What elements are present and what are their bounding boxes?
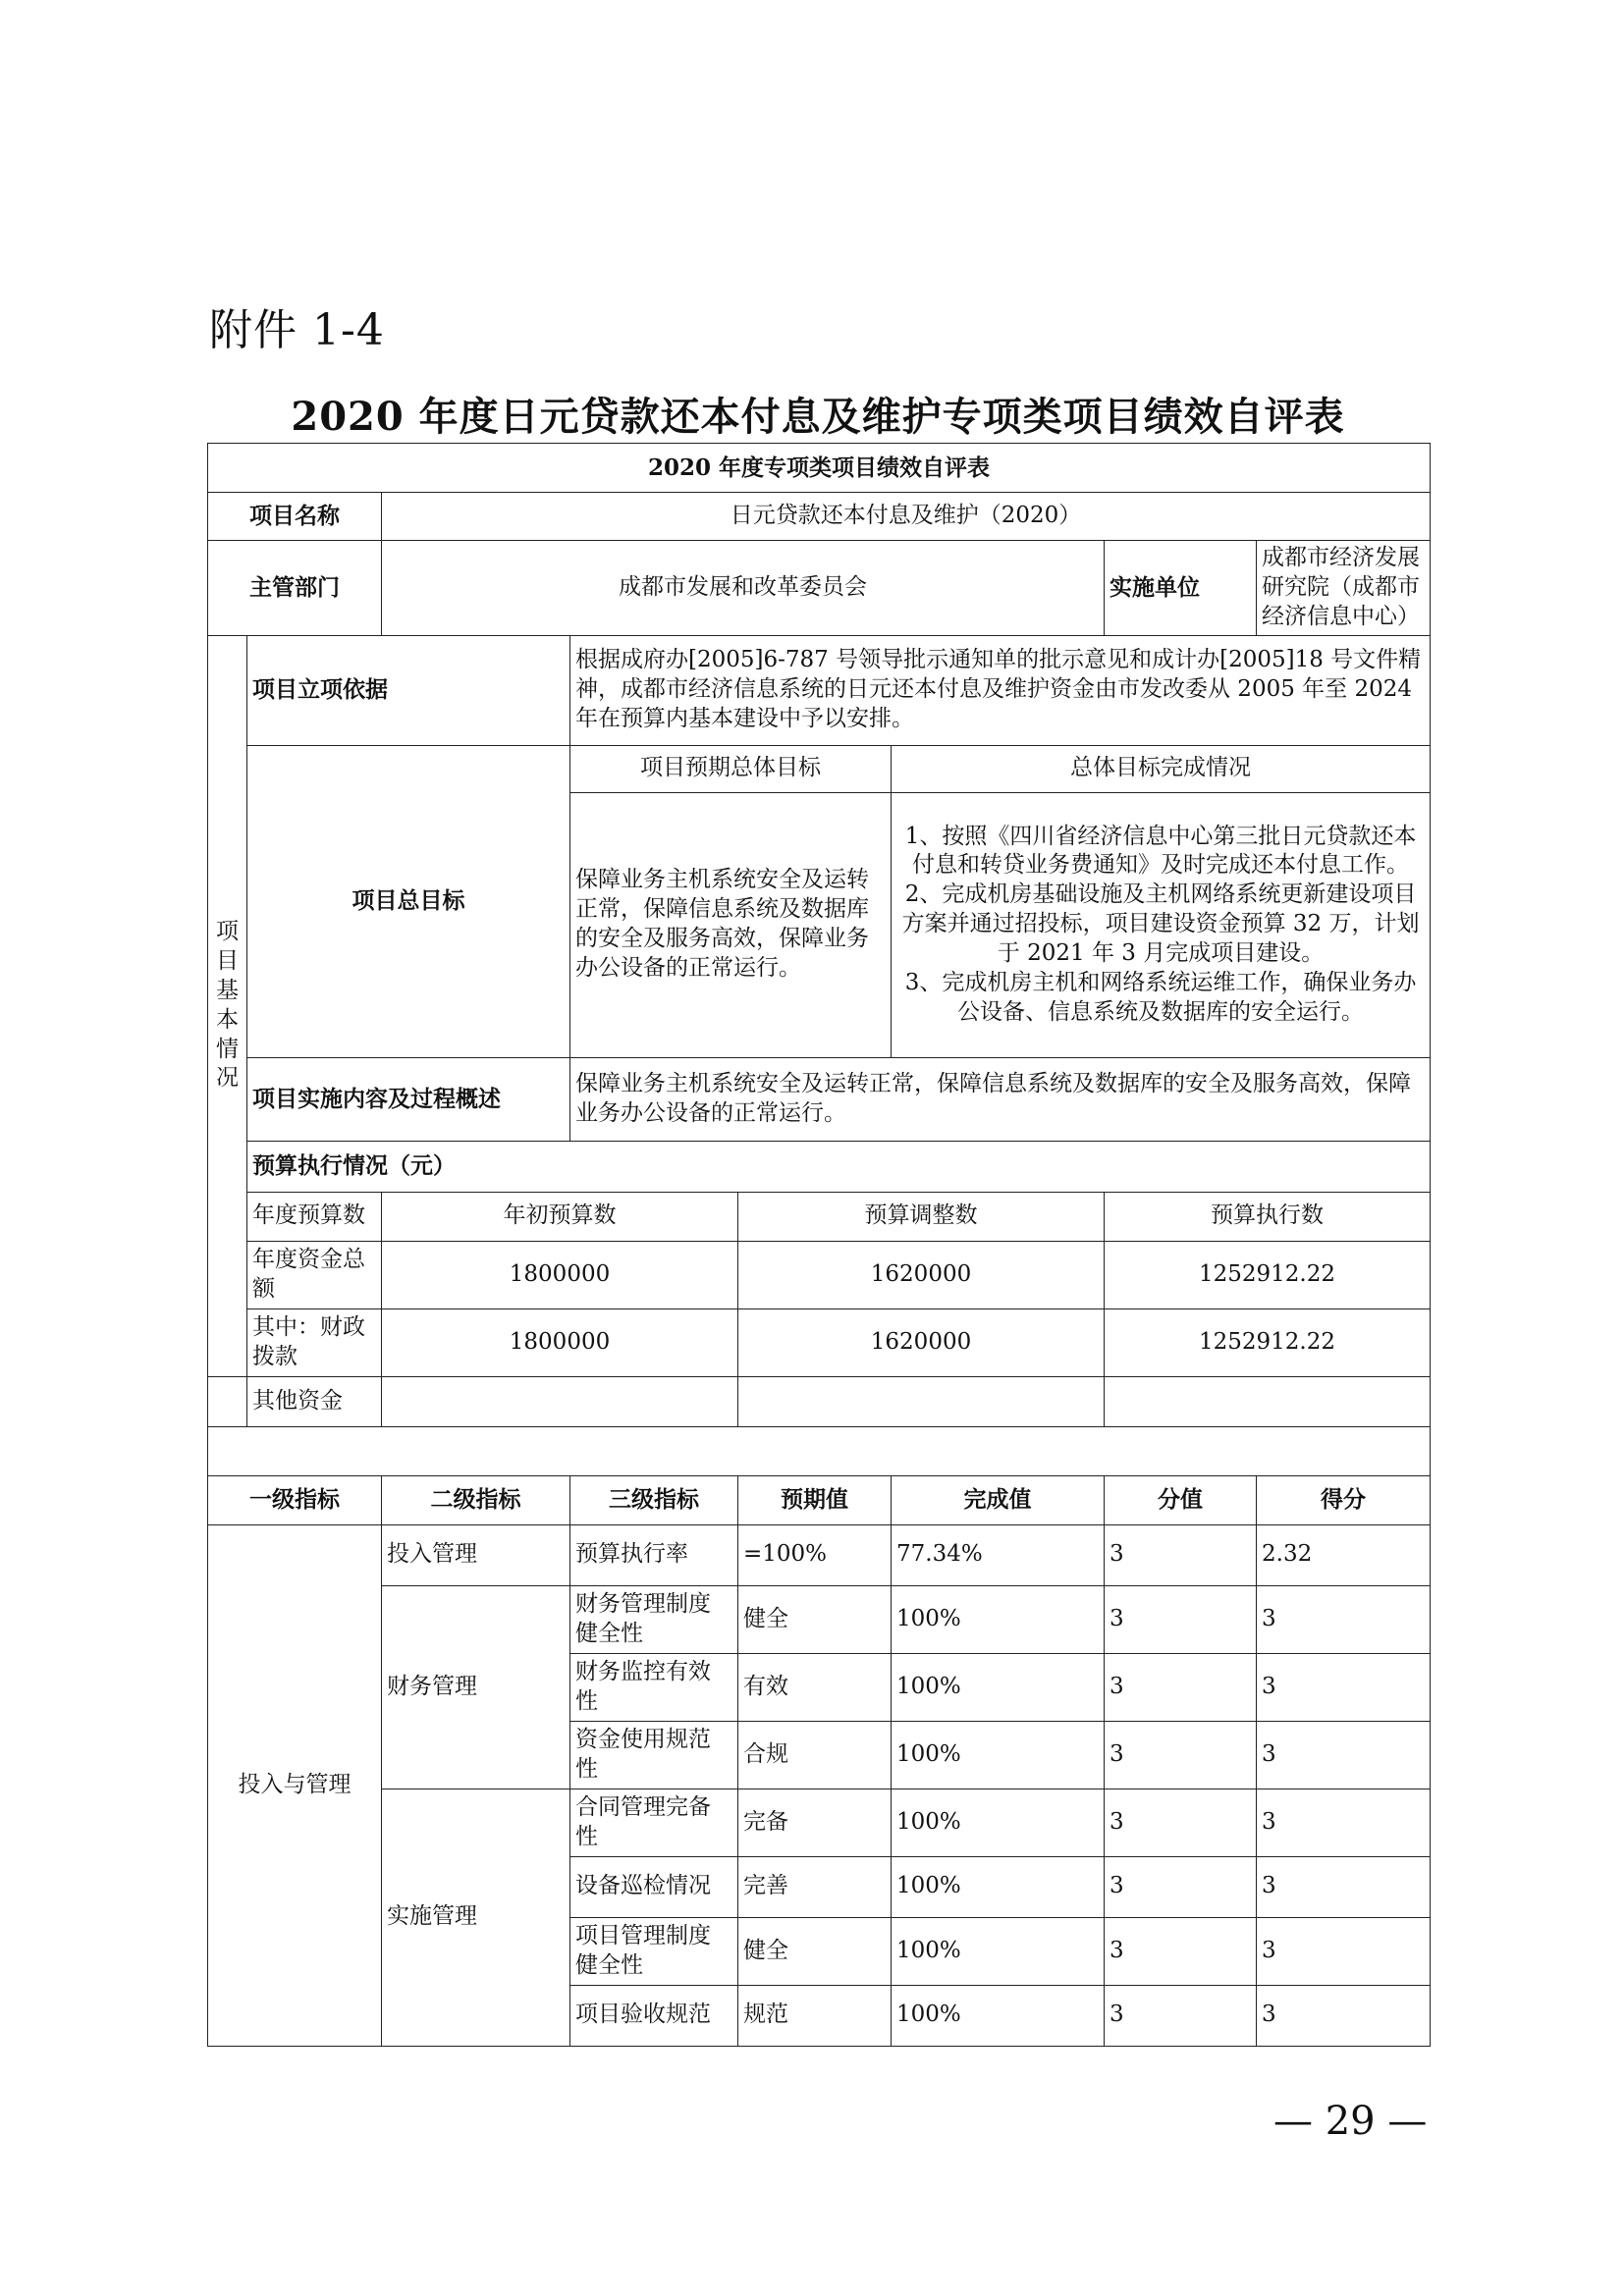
weight-cell: 3 — [1105, 1585, 1257, 1653]
score-cell: 3 — [1257, 1917, 1431, 1985]
page-number: — 29 — — [1273, 2099, 1428, 2144]
impl-content-label: 项目实施内容及过程概述 — [247, 1057, 570, 1141]
level3-cell: 项目验收规范 — [570, 1985, 738, 2046]
budget-header-annual: 年度预算数 — [247, 1192, 382, 1241]
impl-content-text: 保障业务主机系统安全及运转正常，保障信息系统及数据库的安全及服务高效，保障业务办公设备的正常运行。 — [570, 1057, 1431, 1141]
impl-unit-label: 实施单位 — [1105, 541, 1257, 636]
level3-cell: 财务管理制度健全性 — [570, 1585, 738, 1653]
table-title: 2020 年度专项类项目绩效自评表 — [208, 444, 1431, 493]
weight-cell: 3 — [1105, 1985, 1257, 2046]
level2-cell: 投入管理 — [382, 1524, 570, 1585]
level3-cell: 资金使用规范性 — [570, 1721, 738, 1789]
budget-header-executed: 预算执行数 — [1105, 1192, 1431, 1241]
budget-row-label: 年度资金总额 — [247, 1241, 382, 1308]
level1-cell: 投入与管理 — [208, 1524, 382, 2046]
expected-cell: 合规 — [738, 1721, 892, 1789]
completion-header: 总体目标完成情况 — [892, 745, 1431, 792]
weight-cell: 3 — [1105, 1524, 1257, 1585]
basis-label: 项目立项依据 — [247, 635, 570, 745]
score-cell: 2.32 — [1257, 1524, 1431, 1585]
project-name-label: 项目名称 — [208, 493, 382, 541]
score-cell: 3 — [1257, 1721, 1431, 1789]
header-level1: 一级指标 — [208, 1475, 382, 1524]
level3-cell: 预算执行率 — [570, 1524, 738, 1585]
evaluation-table — [207, 443, 1431, 2047]
header-level2: 二级指标 — [382, 1475, 570, 1524]
attachment-label: 附件 1-4 — [209, 305, 385, 355]
completion-text — [892, 792, 1431, 1057]
budget-row-label: 其中：财政拨款 — [247, 1308, 382, 1376]
score-cell: 3 — [1257, 1653, 1431, 1721]
expected-goal-text: 保障业务主机系统安全及运转正常，保障信息系统及数据库的安全及服务高效，保障业务办公设备的正常运行。 — [570, 792, 892, 1057]
weight-cell: 3 — [1105, 1789, 1257, 1856]
expected-cell: 健全 — [738, 1917, 892, 1985]
page-title: 2020 年度日元贷款还本付息及维护专项类项目绩效自评表 — [291, 394, 1345, 440]
budget-adjusted: 1620000 — [738, 1241, 1105, 1308]
expected-cell: 有效 — [738, 1653, 892, 1721]
completion-item: 1、按照《四川省经济信息中心第三批日元贷款还本付息和转贷业务费通知》及时完成还本付息工作。 — [904, 823, 1417, 879]
impl-unit-value: 成都市经济发展研究院（成都市经济信息中心） — [1257, 541, 1431, 636]
budget-executed: 1252912.22 — [1105, 1241, 1431, 1308]
score-cell: 3 — [1257, 1789, 1431, 1856]
dept-value: 成都市发展和改革委员会 — [382, 541, 1105, 636]
actual-cell: 100% — [892, 1856, 1105, 1917]
actual-cell: 100% — [892, 1789, 1105, 1856]
blank-cell — [208, 1376, 247, 1426]
level3-cell: 合同管理完备性 — [570, 1789, 738, 1856]
expected-cell: 完备 — [738, 1789, 892, 1856]
header-actual: 完成值 — [892, 1475, 1105, 1524]
goal-label: 项目总目标 — [247, 745, 570, 1057]
budget-label: 预算执行情况（元） — [247, 1141, 1431, 1192]
weight-cell: 3 — [1105, 1856, 1257, 1917]
completion-item: 2、完成机房基础设施及主机网络系统更新建设项目方案并通过招投标，项目建设资金预算 32 万，计划于 2021 年 3 月完成项目建设。 — [901, 881, 1420, 967]
header-score: 得分 — [1257, 1475, 1431, 1524]
level3-cell: 设备巡检情况 — [570, 1856, 738, 1917]
basis-text: 根据成府办[2005]6-787 号领导批示通知单的批示意见和成计办[2005]18 号文件精神，成都市经济信息系统的日元还本付息及维护资金由市发改委从 2005 年至 2024 年在预算内基本建设中予以安排。 — [570, 635, 1431, 745]
expected-cell: 健全 — [738, 1585, 892, 1653]
budget-adjusted: 1620000 — [738, 1308, 1105, 1376]
budget-initial — [382, 1376, 738, 1426]
expected-cell: 完善 — [738, 1856, 892, 1917]
weight-cell: 3 — [1105, 1721, 1257, 1789]
budget-adjusted — [738, 1376, 1105, 1426]
actual-cell: 100% — [892, 1585, 1105, 1653]
budget-executed — [1105, 1376, 1431, 1426]
score-cell: 3 — [1257, 1585, 1431, 1653]
actual-cell: 100% — [892, 1721, 1105, 1789]
header-weight: 分值 — [1105, 1475, 1257, 1524]
score-cell: 3 — [1257, 1856, 1431, 1917]
level3-cell: 项目管理制度健全性 — [570, 1917, 738, 1985]
budget-initial: 1800000 — [382, 1241, 738, 1308]
level2-cell: 财务管理 — [382, 1585, 570, 1789]
budget-header-initial: 年初预算数 — [382, 1192, 738, 1241]
level3-cell: 财务监控有效性 — [570, 1653, 738, 1721]
actual-cell: 77.34% — [892, 1524, 1105, 1585]
budget-header-adjusted: 预算调整数 — [738, 1192, 1105, 1241]
expected-goal-header: 项目预期总体目标 — [570, 745, 892, 792]
expected-cell: =100% — [738, 1524, 892, 1585]
budget-row-label: 其他资金 — [247, 1376, 382, 1426]
weight-cell: 3 — [1105, 1917, 1257, 1985]
side-label-text: 项 目 基 本 情 况 — [216, 919, 239, 1092]
actual-cell: 100% — [892, 1653, 1105, 1721]
completion-item: 3、完成机房主机和网络系统运维工作，确保业务办公设备、信息系统及数据库的安全运行。 — [904, 970, 1417, 1025]
level2-cell: 实施管理 — [382, 1789, 570, 2046]
score-cell: 3 — [1257, 1985, 1431, 2046]
spacer-row — [208, 1426, 1431, 1475]
dept-label: 主管部门 — [208, 541, 382, 636]
project-name-value: 日元贷款还本付息及维护（2020） — [382, 493, 1431, 541]
weight-cell: 3 — [1105, 1653, 1257, 1721]
budget-initial: 1800000 — [382, 1308, 738, 1376]
expected-cell: 规范 — [738, 1985, 892, 2046]
actual-cell: 100% — [892, 1985, 1105, 2046]
side-label — [208, 635, 247, 1376]
header-expected: 预期值 — [738, 1475, 892, 1524]
actual-cell: 100% — [892, 1917, 1105, 1985]
header-level3: 三级指标 — [570, 1475, 738, 1524]
budget-executed: 1252912.22 — [1105, 1308, 1431, 1376]
